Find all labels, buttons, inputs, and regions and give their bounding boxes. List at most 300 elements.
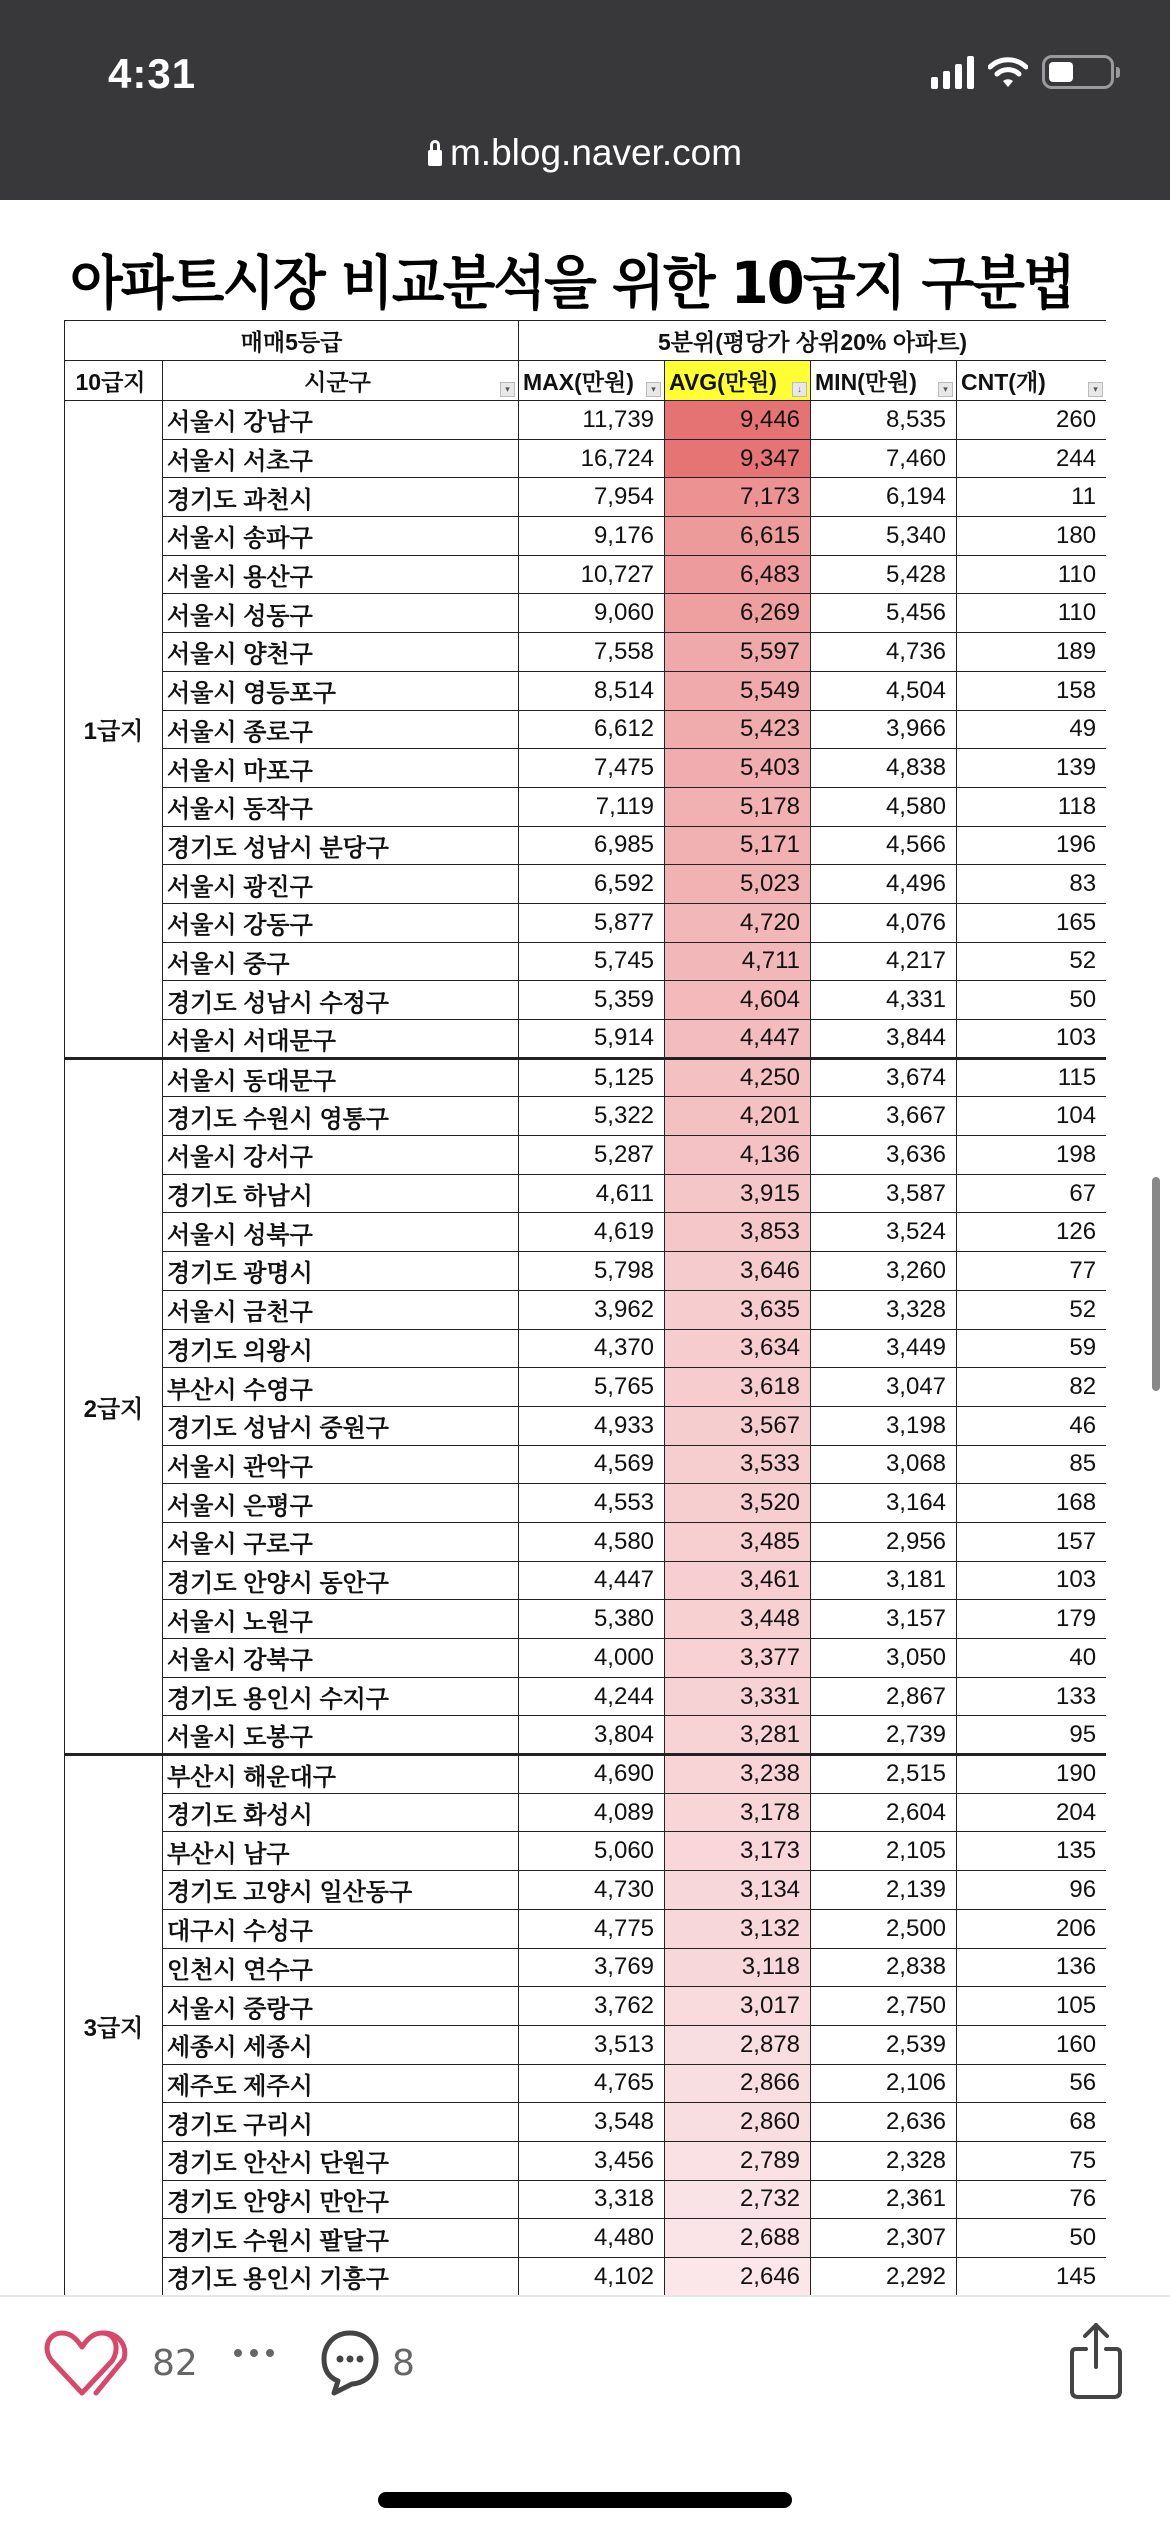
table-row xyxy=(65,1793,1107,1832)
cell-avg: 7,173 xyxy=(665,478,811,517)
cell-min: 3,260 xyxy=(811,1252,957,1291)
cell-region: 부산시 수영구 xyxy=(163,1368,519,1407)
cell-cnt: 103 xyxy=(957,1020,1106,1059)
cell-max: 5,287 xyxy=(519,1136,665,1175)
cell-region: 경기도 과천시 xyxy=(163,478,519,517)
table-row xyxy=(65,1600,1107,1639)
cell-avg: 2,732 xyxy=(665,2180,811,2219)
cell-max: 9,176 xyxy=(519,517,665,556)
cell-cnt: 59 xyxy=(957,1329,1106,1368)
cell-avg: 4,720 xyxy=(665,903,811,942)
cell-cnt: 115 xyxy=(957,1058,1106,1097)
cell-avg: 5,403 xyxy=(665,749,811,788)
cell-max: 4,447 xyxy=(519,1561,665,1600)
cell-min: 2,292 xyxy=(811,2258,957,2296)
table-row xyxy=(65,1832,1107,1871)
cell-max: 4,580 xyxy=(519,1522,665,1561)
cell-avg: 3,281 xyxy=(665,1716,811,1755)
cell-cnt: 189 xyxy=(957,633,1106,672)
cell-region: 경기도 수원시 영통구 xyxy=(163,1097,519,1136)
col-header-region: 시군구 ▾ xyxy=(163,361,519,401)
cell-min: 4,736 xyxy=(811,633,957,672)
cell-region: 경기도 하남시 xyxy=(163,1174,519,1213)
table-row xyxy=(65,1445,1107,1484)
cell-min: 4,217 xyxy=(811,942,957,981)
cell-region: 대구시 수성구 xyxy=(163,1909,519,1948)
cell-region: 경기도 고양시 일산동구 xyxy=(163,1871,519,1910)
cell-avg: 2,866 xyxy=(665,2064,811,2103)
cell-region: 서울시 서대문구 xyxy=(163,1020,519,1059)
cell-region: 서울시 영등포구 xyxy=(163,671,519,710)
cell-max: 5,765 xyxy=(519,1368,665,1407)
cell-region: 서울시 서초구 xyxy=(163,439,519,478)
table-row xyxy=(65,594,1107,633)
cell-min: 2,139 xyxy=(811,1871,957,1910)
cell-max: 16,724 xyxy=(519,439,665,478)
cell-region: 서울시 강북구 xyxy=(163,1639,519,1678)
table-row xyxy=(65,1948,1107,1987)
cell-max: 6,612 xyxy=(519,710,665,749)
table-row xyxy=(65,1174,1107,1213)
cell-cnt: 244 xyxy=(957,439,1106,478)
cell-avg: 3,238 xyxy=(665,1755,811,1794)
cell-min: 3,844 xyxy=(811,1020,957,1059)
cell-max: 8,514 xyxy=(519,671,665,710)
share-icon xyxy=(1068,2319,1124,2401)
cell-cnt: 83 xyxy=(957,865,1106,904)
cell-max: 7,954 xyxy=(519,478,665,517)
table-row xyxy=(65,826,1107,865)
table-row xyxy=(65,1136,1107,1175)
cell-region: 경기도 안양시 만안구 xyxy=(163,2180,519,2219)
cell-min: 3,966 xyxy=(811,710,957,749)
like-count: 82 xyxy=(152,2342,198,2384)
table-row xyxy=(65,1987,1107,2026)
cell-cnt: 104 xyxy=(957,1097,1106,1136)
cell-max: 10,727 xyxy=(519,555,665,594)
cell-region: 서울시 종로구 xyxy=(163,710,519,749)
cell-max: 11,739 xyxy=(519,401,665,440)
cell-min: 4,496 xyxy=(811,865,957,904)
cell-avg: 4,604 xyxy=(665,981,811,1020)
cell-cnt: 52 xyxy=(957,1290,1106,1329)
cell-cnt: 190 xyxy=(957,1755,1106,1794)
cell-cnt: 96 xyxy=(957,1871,1106,1910)
cell-max: 4,933 xyxy=(519,1406,665,1445)
cell-cnt: 110 xyxy=(957,555,1106,594)
cell-max: 3,804 xyxy=(519,1716,665,1755)
cell-min: 2,307 xyxy=(811,2219,957,2258)
cell-avg: 3,634 xyxy=(665,1329,811,1368)
cell-max: 4,102 xyxy=(519,2258,665,2296)
group-header-grade: 매매5등급 xyxy=(65,321,519,361)
table-row xyxy=(65,517,1107,556)
cell-avg: 6,269 xyxy=(665,594,811,633)
cell-max: 6,592 xyxy=(519,865,665,904)
cell-cnt: 82 xyxy=(957,1368,1106,1407)
table-row xyxy=(65,555,1107,594)
table-row xyxy=(65,2025,1107,2064)
cell-max: 4,775 xyxy=(519,1909,665,1948)
table-row xyxy=(65,865,1107,904)
table-row xyxy=(65,2103,1107,2142)
cell-max: 3,769 xyxy=(519,1948,665,1987)
cell-min: 2,739 xyxy=(811,1716,957,1755)
cell-min: 4,331 xyxy=(811,981,957,1020)
url-bar[interactable] xyxy=(0,132,1170,174)
cell-min: 5,456 xyxy=(811,594,957,633)
cell-region: 서울시 구로구 xyxy=(163,1522,519,1561)
cell-region: 경기도 의왕시 xyxy=(163,1329,519,1368)
cell-region: 서울시 중구 xyxy=(163,942,519,981)
cell-region: 제주도 제주시 xyxy=(163,2064,519,2103)
cell-avg: 6,483 xyxy=(665,555,811,594)
cell-max: 4,000 xyxy=(519,1639,665,1678)
cell-cnt: 40 xyxy=(957,1639,1106,1678)
share-button[interactable] xyxy=(1068,2319,1124,2406)
cell-cnt: 46 xyxy=(957,1406,1106,1445)
cell-region: 서울시 마포구 xyxy=(163,749,519,788)
table-row xyxy=(65,2258,1107,2296)
cell-min: 2,838 xyxy=(811,1948,957,1987)
cell-cnt: 139 xyxy=(957,749,1106,788)
cell-avg: 3,485 xyxy=(665,1522,811,1561)
cell-min: 5,340 xyxy=(811,517,957,556)
post-title: 아파트시장 비교분석을 위한 10급지 구분법 xyxy=(70,249,1074,317)
table-row xyxy=(65,439,1107,478)
cell-avg: 5,023 xyxy=(665,865,811,904)
cell-avg: 3,017 xyxy=(665,1987,811,2026)
table-row xyxy=(65,1252,1107,1291)
col-header-min: MIN(만원) ▾ xyxy=(811,361,957,401)
tier-table xyxy=(64,320,1106,2295)
cell-min: 6,194 xyxy=(811,478,957,517)
cell-region: 서울시 성동구 xyxy=(163,594,519,633)
status-icons xyxy=(931,55,1114,89)
table-row xyxy=(65,1755,1107,1794)
cell-min: 2,500 xyxy=(811,1909,957,1948)
status-time: 4:31 xyxy=(108,50,197,97)
cell-max: 3,962 xyxy=(519,1290,665,1329)
cell-cnt: 160 xyxy=(957,2025,1106,2064)
cell-region: 서울시 강서구 xyxy=(163,1136,519,1175)
cell-min: 7,460 xyxy=(811,439,957,478)
tier-label: 2급지 xyxy=(65,1058,163,1754)
table-row xyxy=(65,1677,1107,1716)
cell-avg: 5,423 xyxy=(665,710,811,749)
cell-cnt: 133 xyxy=(957,1677,1106,1716)
table-row xyxy=(65,671,1107,710)
cell-cnt: 52 xyxy=(957,942,1106,981)
table-row xyxy=(65,1097,1107,1136)
cell-avg: 3,173 xyxy=(665,1832,811,1871)
cell-min: 3,198 xyxy=(811,1406,957,1445)
cell-avg: 3,915 xyxy=(665,1174,811,1213)
cell-region: 서울시 은평구 xyxy=(163,1484,519,1523)
cell-region: 서울시 노원구 xyxy=(163,1600,519,1639)
table-row xyxy=(65,478,1107,517)
cell-min: 2,361 xyxy=(811,2180,957,2219)
cell-cnt: 76 xyxy=(957,2180,1106,2219)
cell-cnt: 158 xyxy=(957,671,1106,710)
cell-avg: 2,688 xyxy=(665,2219,811,2258)
cell-avg: 3,118 xyxy=(665,1948,811,1987)
vertical-scrollbar[interactable] xyxy=(1152,1177,1160,1391)
cell-min: 2,328 xyxy=(811,2141,957,2180)
home-indicator[interactable] xyxy=(378,2492,792,2508)
cell-avg: 3,520 xyxy=(665,1484,811,1523)
table-row xyxy=(65,1522,1107,1561)
cell-max: 4,730 xyxy=(519,1871,665,1910)
cell-min: 4,580 xyxy=(811,787,957,826)
like-button[interactable] xyxy=(44,2327,198,2399)
cell-avg: 3,646 xyxy=(665,1252,811,1291)
cell-avg: 2,646 xyxy=(665,2258,811,2296)
cell-region: 서울시 도봉구 xyxy=(163,1716,519,1755)
cell-cnt: 168 xyxy=(957,1484,1106,1523)
sort-descending-icon[interactable]: ↓ xyxy=(792,382,807,397)
cell-max: 4,244 xyxy=(519,1677,665,1716)
cell-avg: 3,178 xyxy=(665,1793,811,1832)
wifi-icon xyxy=(988,55,1028,89)
table-row xyxy=(65,787,1107,826)
cell-min: 2,106 xyxy=(811,2064,957,2103)
cell-min: 2,636 xyxy=(811,2103,957,2142)
cell-region: 경기도 화성시 xyxy=(163,1793,519,1832)
cell-region: 서울시 성북구 xyxy=(163,1213,519,1252)
cell-region: 서울시 동작구 xyxy=(163,787,519,826)
cell-max: 4,569 xyxy=(519,1445,665,1484)
cell-min: 3,674 xyxy=(811,1058,957,1097)
cell-cnt: 11 xyxy=(957,478,1106,517)
cell-cnt: 68 xyxy=(957,2103,1106,2142)
cell-cnt: 110 xyxy=(957,594,1106,633)
cell-avg: 4,136 xyxy=(665,1136,811,1175)
filter-dropdown-icon[interactable]: ▾ xyxy=(500,382,515,397)
cell-cnt: 103 xyxy=(957,1561,1106,1600)
cell-min: 3,068 xyxy=(811,1445,957,1484)
cell-max: 3,548 xyxy=(519,2103,665,2142)
cell-avg: 9,446 xyxy=(665,401,811,440)
battery-icon xyxy=(1042,55,1114,89)
cell-min: 4,566 xyxy=(811,826,957,865)
cell-avg: 3,134 xyxy=(665,1871,811,1910)
cell-region: 경기도 성남시 수정구 xyxy=(163,981,519,1020)
cell-avg: 3,132 xyxy=(665,1909,811,1948)
cell-max: 4,611 xyxy=(519,1174,665,1213)
table-row xyxy=(65,1020,1107,1059)
cell-cnt: 118 xyxy=(957,787,1106,826)
cell-avg: 5,171 xyxy=(665,826,811,865)
cell-min: 4,076 xyxy=(811,903,957,942)
cell-min: 3,636 xyxy=(811,1136,957,1175)
lock-icon xyxy=(428,146,442,166)
cell-cnt: 49 xyxy=(957,710,1106,749)
cell-max: 3,318 xyxy=(519,2180,665,2219)
cell-region: 경기도 광명시 xyxy=(163,1252,519,1291)
cell-max: 7,119 xyxy=(519,787,665,826)
col-header-max: MAX(만원) ▾ xyxy=(519,361,665,401)
cell-avg: 3,533 xyxy=(665,1445,811,1484)
cell-cnt: 50 xyxy=(957,981,1106,1020)
cell-avg: 3,377 xyxy=(665,1639,811,1678)
cell-max: 4,690 xyxy=(519,1755,665,1794)
cell-avg: 3,567 xyxy=(665,1406,811,1445)
cell-region: 서울시 광진구 xyxy=(163,865,519,904)
col-header-tier: 10급지 xyxy=(65,361,163,401)
cell-avg: 3,853 xyxy=(665,1213,811,1252)
table-row xyxy=(65,1058,1107,1097)
heart-icon xyxy=(44,2327,140,2399)
filter-dropdown-icon[interactable]: ▾ xyxy=(646,382,661,397)
cell-cnt: 260 xyxy=(957,401,1106,440)
cell-cnt: 179 xyxy=(957,1600,1106,1639)
comment-button[interactable] xyxy=(318,2327,415,2399)
filter-dropdown-icon[interactable]: ▾ xyxy=(938,382,953,397)
comment-count: 8 xyxy=(392,2342,415,2384)
cell-max: 3,456 xyxy=(519,2141,665,2180)
cell-cnt: 105 xyxy=(957,1987,1106,2026)
cell-max: 9,060 xyxy=(519,594,665,633)
table-row xyxy=(65,1368,1107,1407)
data-table-image xyxy=(64,320,1106,2295)
cell-region: 인천시 연수구 xyxy=(163,1948,519,1987)
table-row xyxy=(65,633,1107,672)
cell-cnt: 196 xyxy=(957,826,1106,865)
cell-region: 서울시 용산구 xyxy=(163,555,519,594)
cell-avg: 9,347 xyxy=(665,439,811,478)
cell-cnt: 77 xyxy=(957,1252,1106,1291)
cell-avg: 4,201 xyxy=(665,1097,811,1136)
cell-region: 경기도 안산시 단원구 xyxy=(163,2141,519,2180)
cell-cnt: 157 xyxy=(957,1522,1106,1561)
table-row xyxy=(65,942,1107,981)
cell-region: 경기도 안양시 동안구 xyxy=(163,1561,519,1600)
cell-cnt: 136 xyxy=(957,1948,1106,1987)
cell-avg: 5,597 xyxy=(665,633,811,672)
table-row xyxy=(65,2141,1107,2180)
cell-max: 6,985 xyxy=(519,826,665,865)
cell-region: 서울시 송파구 xyxy=(163,517,519,556)
tier-label: 1급지 xyxy=(65,401,163,1059)
table-row xyxy=(65,1329,1107,1368)
cell-max: 5,359 xyxy=(519,981,665,1020)
cell-cnt: 204 xyxy=(957,1793,1106,1832)
cell-min: 2,750 xyxy=(811,1987,957,2026)
cell-min: 2,539 xyxy=(811,2025,957,2064)
col-header-cnt: CNT(개) ▾ xyxy=(957,361,1106,401)
filter-dropdown-icon[interactable]: ▾ xyxy=(1088,382,1103,397)
cell-min: 3,050 xyxy=(811,1639,957,1678)
cell-region: 서울시 관악구 xyxy=(163,1445,519,1484)
cell-max: 5,914 xyxy=(519,1020,665,1059)
cell-min: 3,328 xyxy=(811,1290,957,1329)
cell-region: 서울시 강남구 xyxy=(163,401,519,440)
table-row xyxy=(65,1909,1107,1948)
table-row xyxy=(65,749,1107,788)
cell-min: 3,047 xyxy=(811,1368,957,1407)
cell-min: 3,524 xyxy=(811,1213,957,1252)
cell-region: 경기도 구리시 xyxy=(163,2103,519,2142)
table-row xyxy=(65,903,1107,942)
cell-region: 경기도 용인시 기흥구 xyxy=(163,2258,519,2296)
cell-region: 경기도 수원시 팔달구 xyxy=(163,2219,519,2258)
cell-cnt: 206 xyxy=(957,1909,1106,1948)
cell-region: 서울시 양천구 xyxy=(163,633,519,672)
cell-min: 3,587 xyxy=(811,1174,957,1213)
cell-min: 3,667 xyxy=(811,1097,957,1136)
cell-cnt: 67 xyxy=(957,1174,1106,1213)
cell-min: 2,956 xyxy=(811,1522,957,1561)
table-row xyxy=(65,1213,1107,1252)
table-row xyxy=(65,1716,1107,1755)
cell-avg: 3,331 xyxy=(665,1677,811,1716)
more-dots-icon[interactable] xyxy=(234,2349,274,2357)
cell-avg: 6,615 xyxy=(665,517,811,556)
cell-region: 경기도 성남시 분당구 xyxy=(163,826,519,865)
cell-cnt: 126 xyxy=(957,1213,1106,1252)
cell-avg: 3,461 xyxy=(665,1561,811,1600)
cell-max: 5,380 xyxy=(519,1600,665,1639)
cell-region: 서울시 금천구 xyxy=(163,1290,519,1329)
cell-cnt: 135 xyxy=(957,1832,1106,1871)
cell-region: 서울시 중랑구 xyxy=(163,1987,519,2026)
cell-region: 서울시 동대문구 xyxy=(163,1058,519,1097)
cell-max: 4,553 xyxy=(519,1484,665,1523)
table-row xyxy=(65,1290,1107,1329)
cell-min: 4,504 xyxy=(811,671,957,710)
cell-min: 2,515 xyxy=(811,1755,957,1794)
cell-min: 2,867 xyxy=(811,1677,957,1716)
cell-min: 3,181 xyxy=(811,1561,957,1600)
cell-cnt: 145 xyxy=(957,2258,1106,2296)
cell-max: 3,762 xyxy=(519,1987,665,2026)
table-row xyxy=(65,2064,1107,2103)
cell-avg: 4,447 xyxy=(665,1020,811,1059)
cell-region: 경기도 성남시 중원구 xyxy=(163,1406,519,1445)
cell-avg: 4,711 xyxy=(665,942,811,981)
cell-max: 4,480 xyxy=(519,2219,665,2258)
cell-min: 3,164 xyxy=(811,1484,957,1523)
table-row xyxy=(65,1639,1107,1678)
table-row xyxy=(65,1871,1107,1910)
cell-max: 5,322 xyxy=(519,1097,665,1136)
cell-region: 경기도 용인시 수지구 xyxy=(163,1677,519,1716)
table-row xyxy=(65,710,1107,749)
table-row xyxy=(65,1484,1107,1523)
cell-cnt: 75 xyxy=(957,2141,1106,2180)
cell-min: 3,449 xyxy=(811,1329,957,1368)
cell-region: 세종시 세종시 xyxy=(163,2025,519,2064)
cell-avg: 3,448 xyxy=(665,1600,811,1639)
cell-cnt: 180 xyxy=(957,517,1106,556)
cell-cnt: 198 xyxy=(957,1136,1106,1175)
cell-max: 4,765 xyxy=(519,2064,665,2103)
cell-avg: 2,878 xyxy=(665,2025,811,2064)
cell-cnt: 56 xyxy=(957,2064,1106,2103)
cell-max: 5,745 xyxy=(519,942,665,981)
cell-avg: 3,618 xyxy=(665,1368,811,1407)
cell-min: 8,535 xyxy=(811,401,957,440)
cell-min: 5,428 xyxy=(811,555,957,594)
col-header-avg: AVG(만원) ↓ xyxy=(665,361,811,401)
cell-max: 3,513 xyxy=(519,2025,665,2064)
table-row xyxy=(65,2219,1107,2258)
table-row xyxy=(65,1406,1107,1445)
cell-min: 2,105 xyxy=(811,1832,957,1871)
table-row xyxy=(65,2180,1107,2219)
cell-max: 5,060 xyxy=(519,1832,665,1871)
